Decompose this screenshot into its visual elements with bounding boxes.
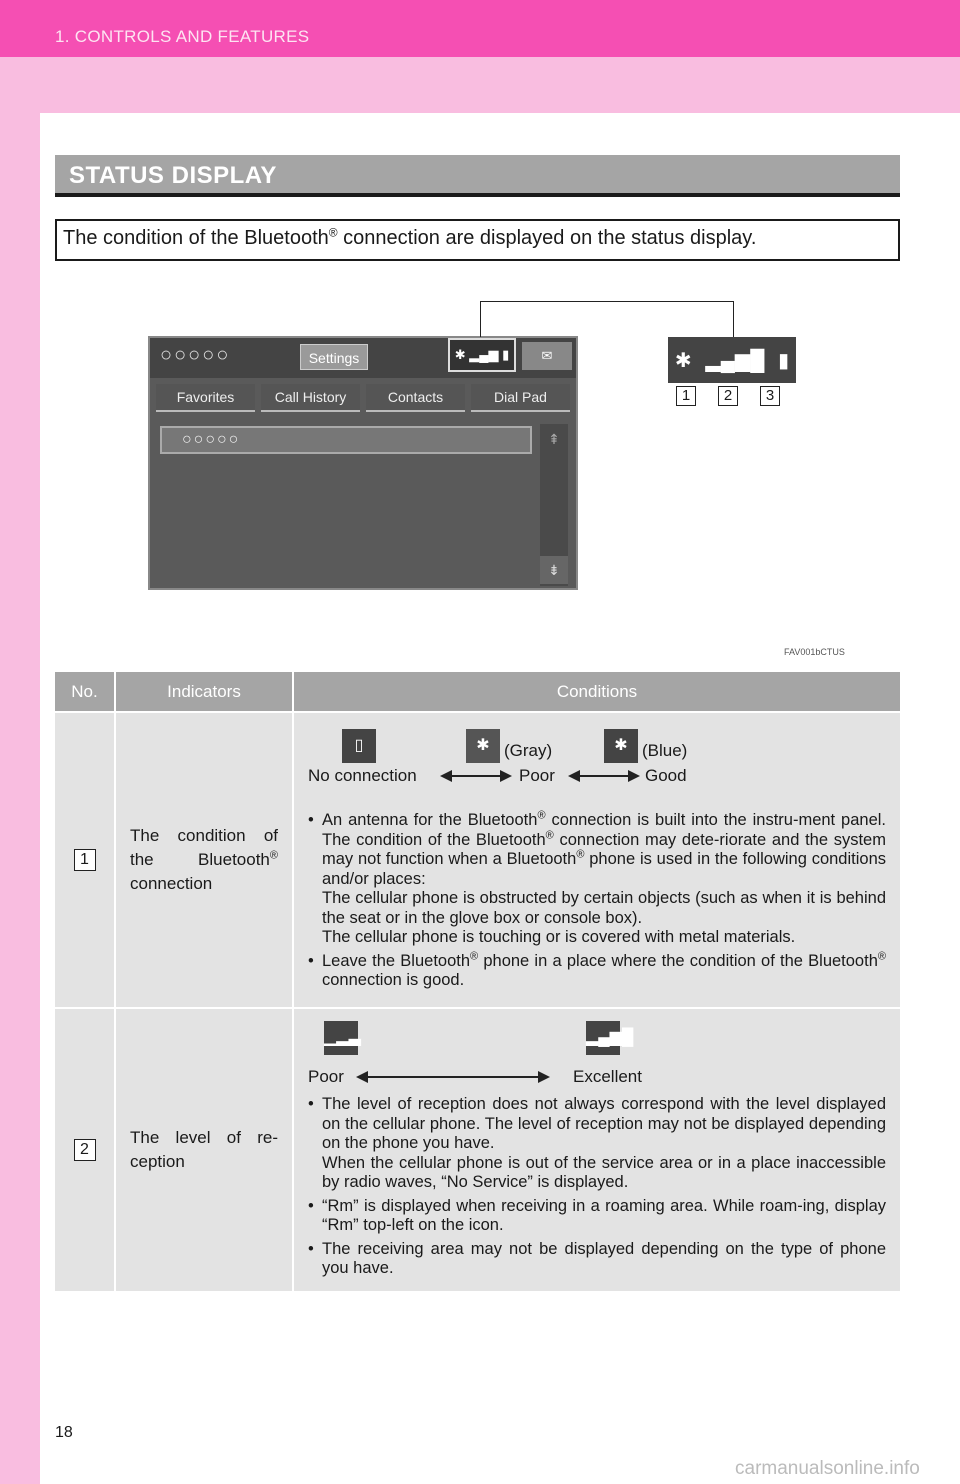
header-no: No. (55, 672, 115, 712)
header-conditions: Conditions (293, 672, 900, 712)
chapter-title: 1. CONTROLS AND FEATURES (55, 27, 310, 46)
section-title: STATUS DISPLAY (69, 162, 277, 189)
list-item: • The receiving area may not be displayed depending on the type of phone you have. (308, 1240, 886, 1279)
registered-mark: ® (328, 225, 338, 240)
header-indicators: Indicators (115, 672, 293, 712)
reception-scale (308, 1019, 886, 1091)
conditions-cell (294, 1009, 900, 1291)
screen-mail-icon: ✉ (522, 342, 572, 370)
screen-status-icons: ✱ ▂▄▆ ▮ (448, 338, 516, 372)
blue-label: (Blue) (642, 741, 688, 761)
screen-tab-contacts: Contacts (366, 384, 465, 412)
callout-line (480, 301, 734, 337)
scroll-down-icon: ⇟ (540, 556, 568, 584)
screen-tab-dial-pad: Dial Pad (471, 384, 570, 412)
screen-phone-name: ○○○○○ (160, 344, 231, 366)
callout-number-3: 3 (760, 386, 780, 406)
screen-scrollbar (540, 424, 568, 586)
phone-screen-illustration (148, 336, 578, 590)
callout-number-1: 1 (676, 386, 696, 406)
figure-code: FAV001bCTUS (784, 647, 845, 657)
gray-label: (Gray) (504, 741, 553, 761)
bluetooth-scale (308, 727, 886, 807)
status-icons-zoom (668, 337, 796, 383)
row-number: 2 (74, 1139, 96, 1161)
list-item: • “Rm” is displayed when receiving in a roaming area. While roam-ing, display “Rm” top-left on the icon. (308, 1197, 886, 1236)
watermark: carmanualsonline.info (735, 1458, 920, 1479)
intro-box (55, 219, 900, 261)
signal-poor-icon: ▁▂▃ (324, 1021, 358, 1055)
scale-arrow (570, 775, 638, 777)
screen-settings-button: Settings (300, 344, 368, 370)
row-number: 1 (74, 849, 96, 871)
screen-tab-call-history: Call History (261, 384, 360, 412)
left-margin-strip (0, 113, 40, 1484)
excellent-label: Excellent (573, 1067, 642, 1086)
no-connection-icon: ▯ (342, 729, 376, 763)
callout-numbers (676, 386, 780, 406)
conditions-cell (294, 717, 900, 1003)
signal-excellent-icon: ▂▄▆█ (586, 1021, 620, 1055)
bluetooth-icon: ✱ (674, 349, 692, 372)
screen-tabs (156, 384, 570, 412)
good-label: Good (645, 766, 687, 786)
header-band (0, 57, 960, 113)
scale-arrow (358, 1076, 548, 1078)
page-number: 18 (55, 1424, 73, 1441)
screen-list-item: ○○○○○ (160, 426, 532, 454)
signal-icon: ▂▄▆█ (705, 349, 765, 372)
callout-number-2: 2 (718, 386, 738, 406)
bluetooth-gray-icon: ✱ (466, 729, 500, 763)
list-item: • The level of reception does not always correspond with the level displayed on the cellular phone. The level of reception may not be displayed depending on the phone you have. When the cellular phone is out of the service area or in a place inaccessible by radio waves, “No Service” is displayed. (308, 1095, 886, 1193)
poor-label: Poor (519, 766, 555, 786)
screen-tab-favorites: Favorites (156, 384, 255, 412)
intro-text-end: connection are displayed on the status display. (337, 227, 757, 249)
bluetooth-blue-icon: ✱ (604, 729, 638, 763)
battery-icon: ▮ (778, 349, 790, 372)
condition-bullets (308, 1095, 886, 1279)
list-item: • An antenna for the Bluetooth® connection is built into the instru-ment panel. The condition of the Bluetooth® connection may dete-riorate and the system may not function when a Bluetooth® phone is used in the following conditions and/or places: The cellular phone is obstructed by certain objects (such as when it is behind the seat or in the glove box or console box). The cellular phone is touching or is covered with metal materials. (308, 811, 886, 948)
condition-bullets (308, 811, 886, 991)
poor-label: Poor (308, 1067, 344, 1086)
scale-arrow (442, 775, 510, 777)
indicator-text: The condition of the Bluetooth® connection (130, 826, 278, 893)
intro-text: The condition of the Bluetooth (63, 227, 329, 249)
no-connection-label: No connection (308, 766, 417, 786)
list-item: • Leave the Bluetooth® phone in a place where the condition of the Bluetooth® connection is good. (308, 952, 886, 991)
table-row (55, 1008, 900, 1291)
status-table (55, 672, 900, 1291)
table-row (55, 712, 900, 1008)
section-header (55, 155, 900, 197)
screen-header (150, 338, 576, 378)
indicator-text: The level of re-ception (130, 1127, 278, 1171)
scroll-up-icon: ⇞ (548, 431, 560, 447)
